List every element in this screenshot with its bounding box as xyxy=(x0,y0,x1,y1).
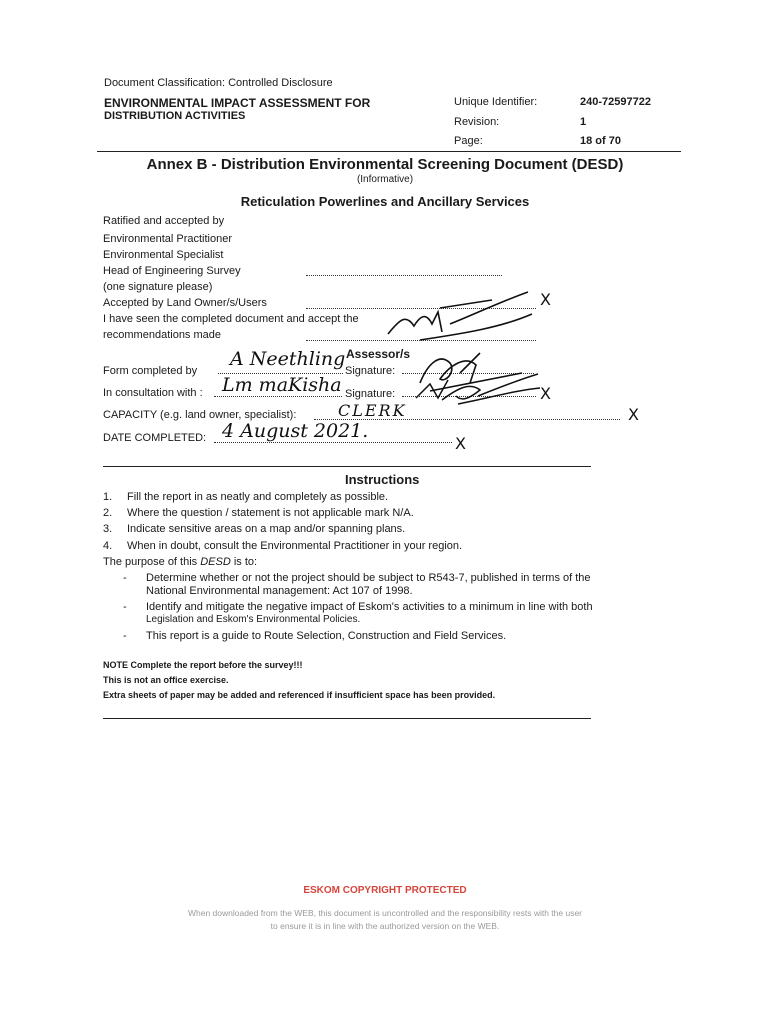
bullet-dash: - xyxy=(123,601,127,613)
instruction-text: Where the question / statement is not applicable mark N/A. xyxy=(127,507,414,519)
purpose-suffix: is to: xyxy=(230,556,258,568)
purpose-line xyxy=(103,556,257,568)
assessor-heading: Assessor/s xyxy=(346,347,411,361)
note-line: Extra sheets of paper may be added and referenced if insufficient space has been provided. xyxy=(103,690,496,700)
x-mark: X xyxy=(628,405,639,424)
disclaimer-line: to ensure it is in line with the authorized version on the WEB. xyxy=(270,921,500,931)
instruction-number: 1. xyxy=(103,491,113,503)
header-rule xyxy=(97,151,681,152)
ratified-line: (one signature please) xyxy=(103,281,213,293)
copyright-notice: ESKOM COPYRIGHT PROTECTED xyxy=(303,885,467,896)
consultation-signature xyxy=(408,368,548,408)
signature-label: Signature: xyxy=(345,388,396,400)
purpose-emphasis: DESD xyxy=(200,556,231,568)
capacity-value: CLERK xyxy=(338,401,407,420)
instruction-number: 4. xyxy=(103,540,113,552)
x-mark: X xyxy=(540,290,551,309)
bullet-text: Identify and mitigate the negative impact of Eskom's activities to a minimum in line with both xyxy=(146,601,593,613)
section-title: Reticulation Powerlines and Ancillary Services xyxy=(240,194,530,209)
bullet-dash: - xyxy=(123,572,127,584)
ratified-line: Accepted by Land Owner/s/Users xyxy=(103,297,267,309)
bullet-text: Legislation and Eskom's Environmental Policies. xyxy=(146,614,361,625)
instruction-number: 2. xyxy=(103,507,113,519)
revision-value: 1 xyxy=(580,116,587,128)
instruction-text: Indicate sensitive areas on a map and/or spanning plans. xyxy=(127,523,406,535)
consultation-line xyxy=(214,396,342,397)
instruction-number: 3. xyxy=(103,523,113,535)
document-classification: Document Classification: Controlled Disclosure xyxy=(104,77,333,89)
x-mark: X xyxy=(540,384,551,403)
page-value: 18 of 70 xyxy=(580,135,621,147)
bullet-text: National Environmental management: Act 107 of 1998. xyxy=(146,585,413,597)
capacity-label: CAPACITY (e.g. land owner, specialist): xyxy=(103,409,297,421)
ratified-line: I have seen the completed document and accept the xyxy=(103,313,359,325)
document-title-line1: ENVIRONMENTAL IMPACT ASSESSMENT FOR xyxy=(104,96,371,110)
instructions-heading: Instructions xyxy=(345,472,420,487)
revision-label: Revision: xyxy=(454,116,500,128)
date-line xyxy=(214,442,452,443)
x-mark: X xyxy=(455,434,466,453)
instruction-text: When in doubt, consult the Environmental Practitioner in your region. xyxy=(127,540,463,552)
signature-line-engineering xyxy=(306,275,502,276)
instruction-text: Fill the report in as neatly and completely as possible. xyxy=(127,491,389,503)
ratified-line: Head of Engineering Survey xyxy=(103,265,241,277)
ratified-line: Environmental Specialist xyxy=(103,249,224,261)
uid-label: Unique Identifier: xyxy=(454,96,538,108)
ratified-line: Environmental Practitioner xyxy=(103,233,233,245)
document-title-line2: DISTRIBUTION ACTIVITIES xyxy=(104,110,246,122)
annex-subtitle: (Informative) xyxy=(356,174,414,185)
date-label: DATE COMPLETED: xyxy=(103,432,207,444)
landowner-signature xyxy=(380,284,540,346)
consultation-label: In consultation with : xyxy=(103,387,203,399)
bullet-text: This report is a guide to Route Selection, Construction and Field Services. xyxy=(146,630,507,642)
ratified-line: recommendations made xyxy=(103,329,222,341)
uid-value: 240-72597722 xyxy=(580,96,651,108)
bullet-text: Determine whether or not the project should be subject to R543-7, published in terms of the xyxy=(146,572,591,584)
completed-by-value: A Neethling xyxy=(230,348,346,370)
signature-label: Signature: xyxy=(345,365,396,377)
completed-by-label: Form completed by xyxy=(103,365,198,377)
date-value: 4 August 2021. xyxy=(222,420,369,442)
note-line: NOTE Complete the report before the survey!!! xyxy=(103,660,303,670)
consultation-value: Lm maKisha xyxy=(222,374,342,396)
page-label: Page: xyxy=(454,135,483,147)
ratified-line: Ratified and accepted by xyxy=(103,215,225,227)
bullet-dash: - xyxy=(123,630,127,642)
purpose-prefix: The purpose of this xyxy=(103,556,201,568)
note-line: This is not an office exercise. xyxy=(103,675,229,685)
disclaimer-line: When downloaded from the WEB, this document is uncontrolled and the responsibility rests with the user xyxy=(187,908,583,918)
annex-title: Annex B - Distribution Environmental Screening Document (DESD) xyxy=(146,156,624,173)
instructions-rule xyxy=(103,718,591,719)
form-rule xyxy=(103,466,591,467)
